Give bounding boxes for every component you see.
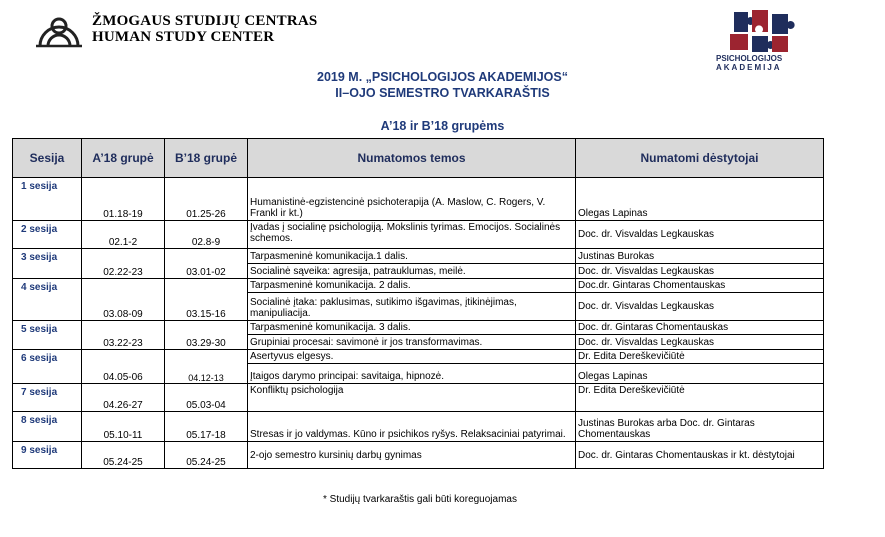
date-group-b: 05.24-25 (165, 442, 248, 469)
topic-cell: Tarpasmeninė komunikacija. 2 dalis. (248, 279, 576, 293)
date-group-a: 01.18-19 (82, 178, 165, 221)
lecturer-cell: Dr. Edita Dereškevičiūtė (576, 350, 824, 364)
topic-cell: 2-ojo semestro kursinių darbų gynimas (248, 442, 576, 469)
table-header-row (13, 139, 824, 178)
topic-cell: Įvadas į socialinę psichologiją. Mokslinis tyrimas. Emocijos. Socialinės schemos. (248, 221, 576, 249)
topic-cell: Tarpasmeninė komunikacija.1 dalis. (248, 249, 576, 264)
session-label: 3 sesija (13, 249, 82, 279)
date-group-a: 04.05-06 (82, 350, 165, 384)
topic-cell: Tarpasmeninė komunikacija. 3 dalis. (248, 321, 576, 335)
session-label: 9 sesija (13, 442, 82, 469)
table-row (13, 279, 824, 293)
session-label: 5 sesija (13, 321, 82, 350)
header-lecturers: Numatomi dėstytojai (576, 139, 824, 178)
date-group-a: 05.10-11 (82, 412, 165, 442)
date-group-b: 03.29-30 (165, 321, 248, 350)
date-group-b: 05.03-04 (165, 384, 248, 412)
date-group-b: 02.8-9 (165, 221, 248, 249)
lecturer-cell: Doc. dr. Visvaldas Legkauskas (576, 221, 824, 249)
lecturer-cell: Justinas Burokas arba Doc. dr. Gintaras Chomentauskas (576, 412, 824, 442)
session-label: 4 sesija (13, 279, 82, 321)
date-group-b: 01.25-26 (165, 178, 248, 221)
lecturer-cell: Doc.dr. Gintaras Chomentauskas (576, 279, 824, 293)
topic-cell: Stresas ir jo valdymas. Kūno ir psichikos ryšys. Relaksaciniai patyrimai. (248, 412, 576, 442)
session-label: 8 sesija (13, 412, 82, 442)
table-row (13, 442, 824, 469)
topic-cell: Socialinė įtaka: paklusimas, sutikimo išgavimas, įtikinėjimas, manipuliacija. (248, 293, 576, 321)
table-row (13, 350, 824, 364)
session-label: 1 sesija (13, 178, 82, 221)
lecturer-cell: Doc. dr. Visvaldas Legkauskas (576, 335, 824, 350)
org-names (92, 13, 317, 45)
date-group-a: 05.24-25 (82, 442, 165, 469)
date-group-a: 02.22-23 (82, 249, 165, 279)
lecturer-cell: Doc. dr. Gintaras Chomentauskas (576, 321, 824, 335)
table-row (13, 412, 824, 442)
topic-cell: Konfliktų psichologija (248, 384, 576, 412)
table-row (13, 178, 824, 194)
org-name-lt: ŽMOGAUS STUDIJŲ CENTRAS (92, 13, 318, 29)
lecturer-cell: Justinas Burokas (576, 249, 824, 264)
pa-logo-line2: AKADEMIJA (716, 63, 782, 72)
session-label: 6 sesija (13, 350, 82, 384)
date-group-a: 03.22-23 (82, 321, 165, 350)
org-logo (34, 10, 317, 48)
date-group-a: 04.26-27 (82, 384, 165, 412)
schedule-table (12, 138, 824, 469)
human-study-center-logo-icon (34, 10, 84, 48)
topic-cell: Grupiniai procesai: savimonė ir jos transformavimas. (248, 335, 576, 350)
date-group-b: 05.17-18 (165, 412, 248, 442)
session-label: 2 sesija (13, 221, 82, 249)
date-group-b: 04.12-13 (165, 350, 248, 384)
lecturer-cell: Olegas Lapinas (576, 194, 824, 221)
header-topics: Numatomos temos (248, 139, 576, 178)
pa-logo-line1: PSICHOLOGIJOS (716, 54, 783, 63)
page-title: 2019 M. „PSICHOLOGIJOS AKADEMIJOS“ (317, 70, 568, 84)
lecturer-cell: Olegas Lapinas (576, 364, 824, 384)
date-group-a: 02.1-2 (82, 221, 165, 249)
date-group-b: 03.01-02 (165, 249, 248, 279)
table-row (13, 221, 824, 249)
topic-cell: Socialinė sąveika: agresija, patrauklumas, meilė. (248, 264, 576, 279)
header-session: Sesija (13, 139, 82, 178)
session-label: 7 sesija (13, 384, 82, 412)
table-row (13, 384, 824, 412)
topic-cell: Asertyvus elgesys. (248, 350, 576, 364)
groups-subtitle: A’18 ir B’18 grupėms (380, 119, 505, 133)
header-group-b: B’18 grupė (165, 139, 248, 178)
page-subtitle: II–OJO SEMESTRO TVARKARAŠTIS (335, 86, 550, 100)
lecturer-cell: Doc. dr. Visvaldas Legkauskas (576, 293, 824, 321)
lecturer-cell: Dr. Edita Dereškevičiūtė (576, 384, 824, 412)
lecturer-cell: Doc. dr. Gintaras Chomentauskas ir kt. dėstytojai (576, 442, 824, 469)
topic-cell: Įtaigos darymo principai: savitaiga, hipnozė. (248, 364, 576, 384)
header-group-a: A’18 grupė (82, 139, 165, 178)
date-group-a: 03.08-09 (82, 279, 165, 321)
org-name-en: HUMAN STUDY CENTER (92, 29, 275, 45)
table-row (13, 249, 824, 264)
table-row (13, 321, 824, 335)
date-group-b: 03.15-16 (165, 279, 248, 321)
lecturer-cell: Doc. dr. Visvaldas Legkauskas (576, 264, 824, 279)
topic-cell: Humanistinė-egzistencinė psichoterapija (A. Maslow, C. Rogers, V. Frankl ir kt.) (248, 194, 576, 221)
footnote: * Studijų tvarkaraštis gali būti koreguojamas (323, 494, 517, 505)
